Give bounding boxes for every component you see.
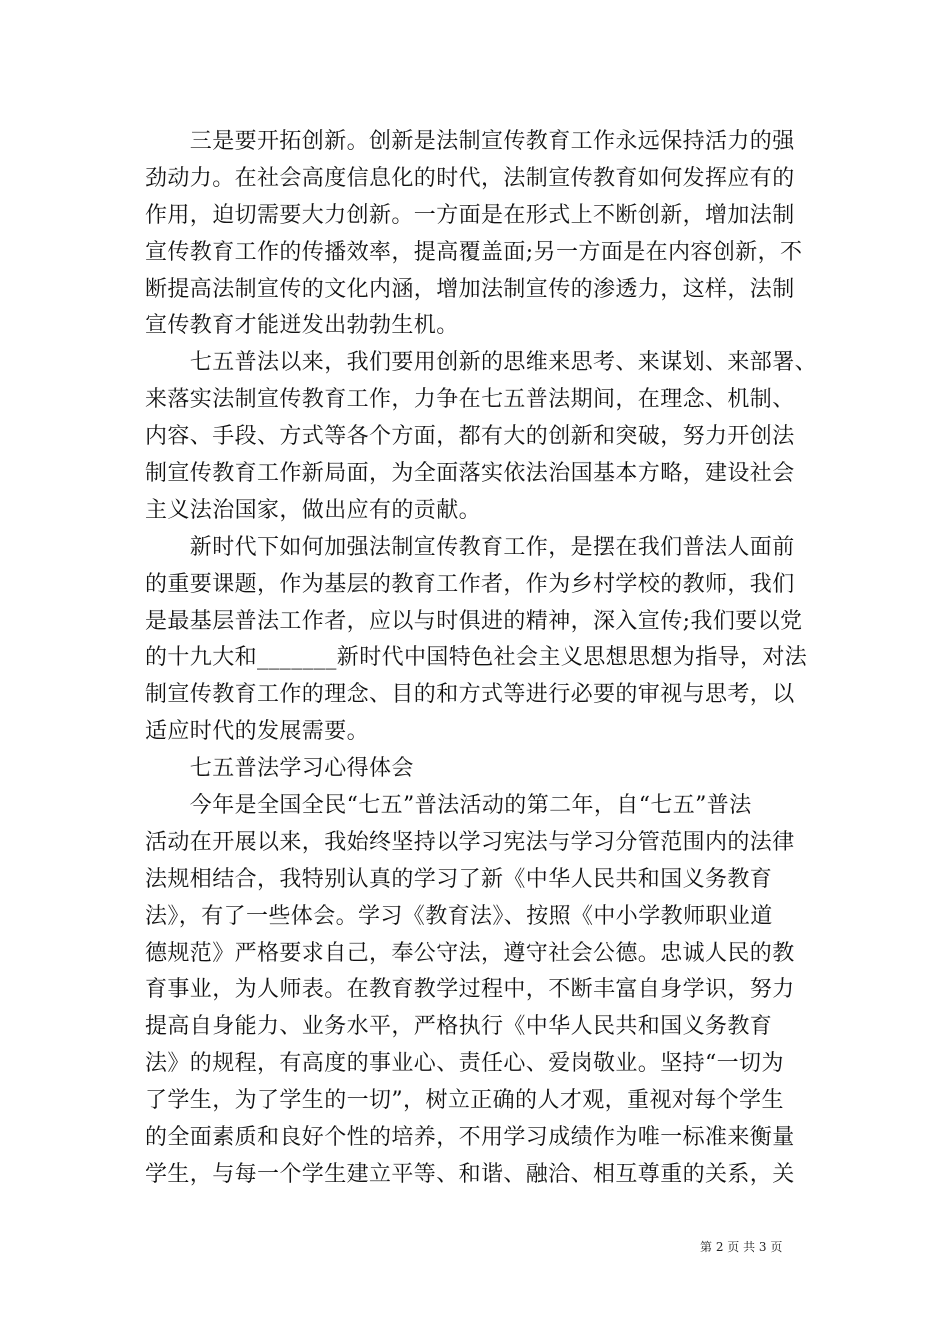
- text-line-6: 宣传教育才能迸发出勃勃生机。: [145, 313, 459, 339]
- text-line-26: 法》的规程，有高度的事业心、责任心、爱岗敬业。坚持“一切为: [145, 1051, 784, 1077]
- text-line-28: 的全面素质和良好个性的培养，不用学习成绩作为唯一标准来衡量: [145, 1125, 795, 1151]
- text-line-2: 劲动力。在社会高度信息化的时代，法制宣传教育如何发挥应有的: [145, 165, 795, 191]
- text-line-10: 制宣传教育工作新局面，为全面落实依法治国基本方略，建设社会: [145, 461, 795, 487]
- document-body: [145, 124, 818, 1194]
- text-line-1: 三是要开拓创新。创新是法制宣传教育工作永远保持活力的强: [145, 129, 795, 154]
- text-line-11: 主义法治国家，做出应有的贡献。: [145, 497, 482, 523]
- text-line-4: 宣传教育工作的传播效率，提高覆盖面;另一方面是在内容创新，不: [145, 239, 803, 265]
- text-line-27: 了学生，为了学生的一切”，树立正确的人才观，重视对每个学生: [145, 1088, 784, 1114]
- text-line-3: 作用，迫切需要大力创新。一方面是在形式上不断创新，增加法制: [145, 202, 795, 228]
- text-line-15: 的十九大和_______新时代中国特色社会主义思想思想为指导，对法: [145, 645, 808, 671]
- section-heading: 七五普法学习心得体会: [145, 756, 414, 782]
- text-line-8: 来落实法制宣传教育工作，力争在七五普法期间，在理念、机制、: [145, 387, 795, 413]
- text-line-5: 断提高法制宣传的文化内涵，增加法制宣传的渗透力，这样，法制: [145, 276, 795, 302]
- text-line-9: 内容、手段、方式等各个方面，都有大的创新和突破，努力开创法: [145, 424, 795, 450]
- text-line-22: 法》，有了一些体会。学习《教育法》、按照《中小学教师职业道: [145, 903, 773, 929]
- text-line-24: 育事业，为人师表。在教育教学过程中，不断丰富自身学识，努力: [145, 977, 795, 1003]
- text-line-23: 德规范》严格要求自己，奉公守法，遵守社会公德。忠诚人民的教: [145, 940, 795, 966]
- text-line-17: 适应时代的发展需要。: [145, 719, 370, 745]
- text-line-25: 提高自身能力、业务水平，严格执行《中华人民共和国义务教育: [145, 1014, 773, 1040]
- text-line-16: 制宣传教育工作的理念、目的和方式等进行必要的审视与思考，以: [145, 682, 795, 708]
- text-line-21: 法规相结合，我特别认真的学习了新《中华人民共和国义务教育: [145, 866, 773, 892]
- text-line-12: 新时代下如何加强法制宣传教育工作，是摆在我们普法人面前: [145, 534, 795, 560]
- text-line-20: 活动在开展以来，我始终坚持以学习宪法与学习分管范围内的法律: [145, 829, 795, 855]
- text-line-13: 的重要课题，作为基层的教育工作者，作为乡村学校的教师，我们: [145, 571, 795, 597]
- text-line-19: 今年是全国全民“七五”普法活动的第二年，自“七五”普法: [145, 793, 752, 819]
- page-number: 第 2 页 共 3 页: [700, 1240, 783, 1254]
- text-line-14: 是最基层普法工作者，应以与时俱进的精神，深入宣传;我们要以党: [145, 608, 803, 634]
- text-line-29: 学生，与每一个学生建立平等、和谐、融洽、相互尊重的关系，关: [145, 1161, 795, 1187]
- text-line-7: 七五普法以来，我们要用创新的思维来思考、来谋划、来部署、: [145, 350, 818, 376]
